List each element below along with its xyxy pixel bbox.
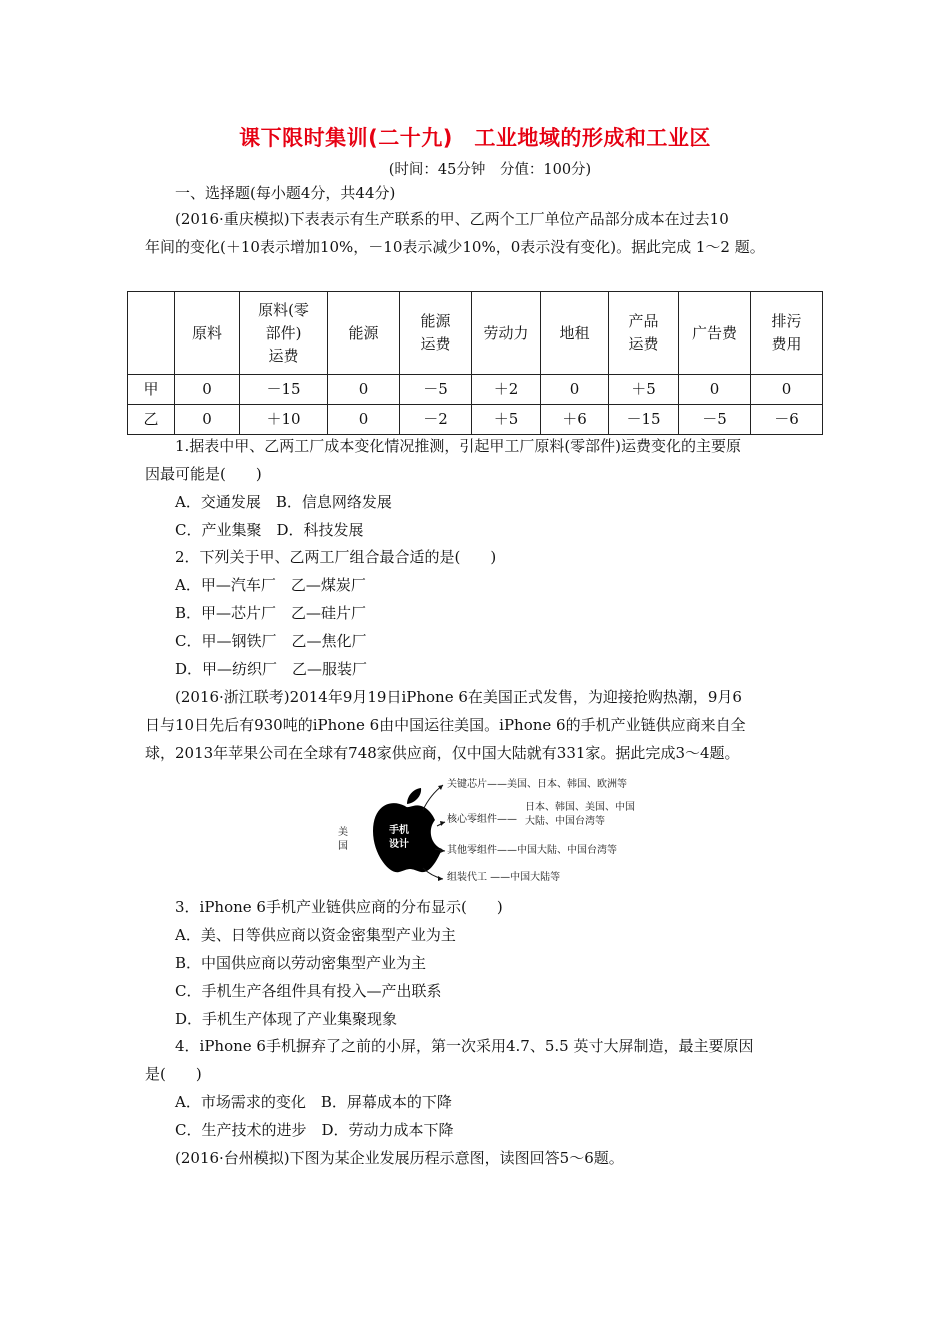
table-cell: 0 [541,375,609,405]
question-1-stem: 1.据表中甲、乙两工厂成本变化情况推测，引起甲工厂原料(零部件)运费变化的主要原 [175,437,742,455]
intro2-line-1: (2016·浙江联考)2014年9月19日iPhone 6在美国正式发售，为迎接抢购热潮，9月6 [175,688,742,706]
table-header-cell: 排污 费用 [751,292,823,375]
table-header-cell: 原料(零 部件) 运费 [240,292,328,375]
table-header-cell [128,292,175,375]
table-cell: 0 [328,405,400,435]
question-2-option: C．甲—钢铁厂 乙—焦化厂 [175,632,367,650]
table-cell: ＋5 [609,375,679,405]
table-cell: 0 [175,375,240,405]
table-cell: －5 [679,405,751,435]
supply-chain-diagram [335,773,660,888]
branch-key-chips: 关键芯片——美国、日本、韩国、欧洲等 [447,779,627,790]
question-2-option: B．甲—芯片厂 乙—硅片厂 [175,604,367,622]
table-header-cell: 能源 [328,292,400,375]
question-4-stem: 4．iPhone 6手机摒弃了之前的小屏，第一次采用4.7、5.5 英寸大屏制造，最主要原因 [175,1037,754,1055]
table-header-cell: 劳动力 [472,292,541,375]
intro1-line-2: 年间的变化(＋10表示增加10%，－10表示减少10%，0表示没有变化)。据此完成 1～2 题。 [145,238,765,256]
table-cell: －2 [400,405,472,435]
question-3-stem: 3．iPhone 6手机产业链供应商的分布显示( ) [175,898,503,916]
intro1-line-1: (2016·重庆模拟)下表表示有生产联系的甲、乙两个工厂单位产品部分成本在过去10 [175,210,729,228]
intro2-line-3: 球，2013年苹果公司在全球有748家供应商，仅中国大陆就有331家。据此完成3～4题。 [145,744,740,762]
page-subtitle: (时间：45分钟 分值：100分) [388,162,592,178]
country-label-usa: 美 国 [338,827,348,852]
question-2-option: D．甲—纺织厂 乙—服装厂 [175,660,368,678]
table-cell: 0 [751,375,823,405]
branch-assembly: 组装代工 ——中国大陆等 [447,872,561,883]
cost-change-table [127,291,823,435]
question-2-option: A．甲—汽车厂 乙—煤炭厂 [175,576,366,594]
table-header-cell: 能源 运费 [400,292,472,375]
question-1-options: A．交通发展 B．信息网络发展 [175,493,392,511]
branch-core-components: 核心零组件—— [447,814,517,825]
branch-core-components-detail: 日本、韩国、美国、中国 大陆、中国台湾等 [525,802,635,827]
table-cell: ＋10 [240,405,328,435]
table-cell: 甲 [128,375,175,405]
table-cell: ＋2 [472,375,541,405]
table-cell: －15 [240,375,328,405]
table-cell: －15 [609,405,679,435]
question-4-options: C．生产技术的进步 D．劳动力成本下降 [175,1121,454,1139]
question-3-option: D．手机生产体现了产业集聚现象 [175,1010,398,1028]
question-4-stem-cont: 是( ) [145,1065,202,1083]
branch-other-components: 其他零组件——中国大陆、中国台湾等 [447,845,617,856]
phone-design-label: 手机 设计 [389,825,409,850]
table-cell: －6 [751,405,823,435]
question-4-options: A．市场需求的变化 B．屏幕成本的下降 [175,1093,452,1111]
table-header-row [128,292,823,375]
table-header-cell: 原料 [175,292,240,375]
table-cell: ＋6 [541,405,609,435]
question-1-options: C．产业集聚 D．科技发展 [175,521,364,539]
intro2-line-2: 日与10日先后有930吨的iPhone 6由中国运往美国。iPhone 6的手机产业链供应商来自全 [145,716,746,734]
table-header-cell: 地租 [541,292,609,375]
table-cell: －5 [400,375,472,405]
table-row [128,375,823,405]
question-3-option: C．手机生产各组件具有投入—产出联系 [175,982,442,1000]
table-row [128,405,823,435]
question-3-option: B．中国供应商以劳动密集型产业为主 [175,954,427,972]
intro3: (2016·台州模拟)下图为某企业发展历程示意图，读图回答5～6题。 [175,1149,624,1167]
question-2-stem: 2．下列关于甲、乙两工厂组合最合适的是( ) [175,548,497,566]
table-cell: 0 [328,375,400,405]
table-cell: 0 [175,405,240,435]
table-header-cell: 产品 运费 [609,292,679,375]
page-title: 课下限时集训(二十九) 工业地域的形成和工业区 [239,126,711,150]
table-cell: 0 [679,375,751,405]
question-3-option: A．美、日等供应商以资金密集型产业为主 [175,926,456,944]
table-cell: 乙 [128,405,175,435]
section-heading: 一、选择题(每小题4分，共44分) [175,184,396,202]
question-1-stem-cont: 因最可能是( ) [145,465,262,483]
table-header-cell: 广告费 [679,292,751,375]
table-cell: ＋5 [472,405,541,435]
